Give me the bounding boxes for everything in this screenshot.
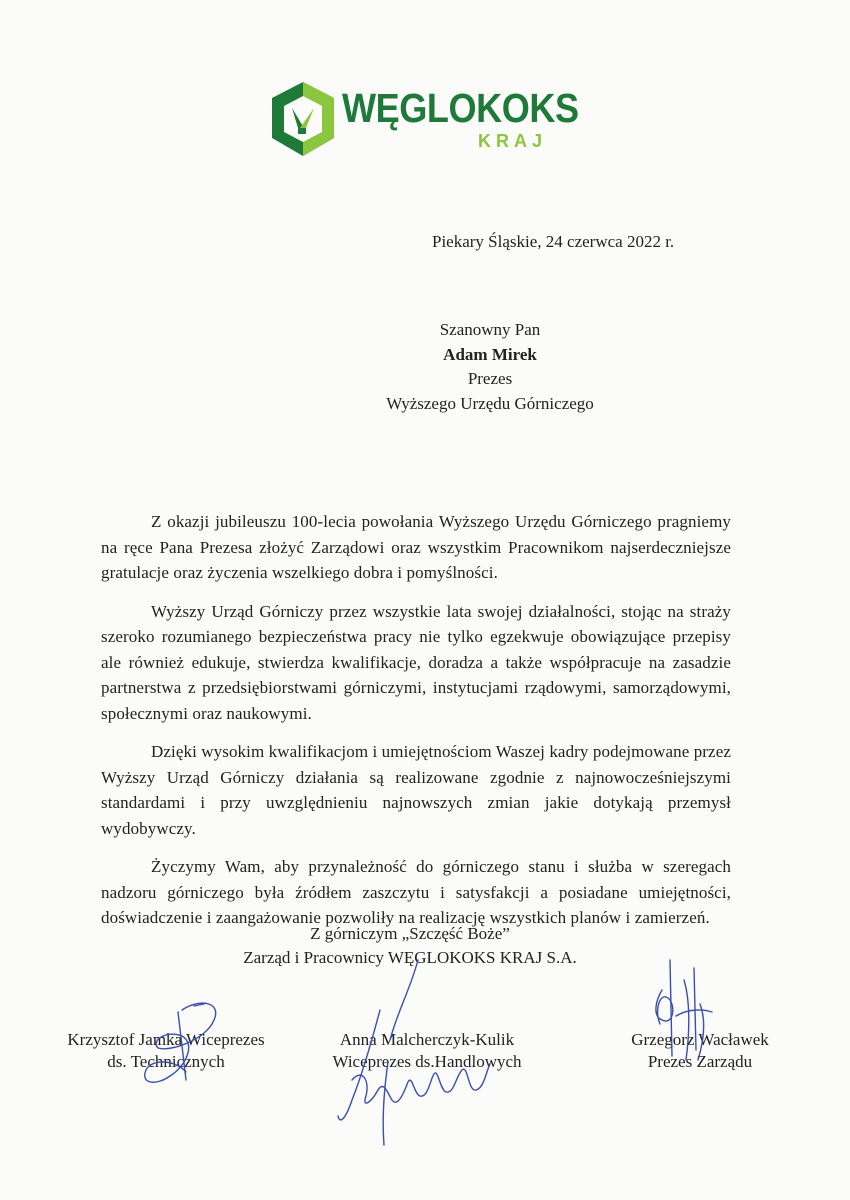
company-logo	[268, 80, 579, 162]
logo-sub-text: KRAJ	[478, 131, 548, 151]
body-paragraph: Życzymy Wam, aby przynależność do górniczego stanu i służba w szeregach nadzoru górniczego była źródłem zaszczytu i satysfakcji a posiadane umiejętności, doświadczenie i zaangażowanie pozwoliły na realizację wszystkich planów i zamierzeń.	[101, 857, 731, 927]
closing-block	[230, 922, 590, 970]
signatory-name: Anna Malcherczyk-Kulik	[339, 1030, 515, 1049]
addressee-name: Adam Mirek	[443, 344, 537, 364]
signatory-name: Krzysztof Jamka Wiceprezes	[67, 1030, 265, 1049]
logo-brand-text: WĘGLOKOKS	[342, 85, 579, 131]
signatory-2	[322, 1029, 532, 1073]
body-paragraph: Dzięki wysokim kwalifikacjom i umiejętnościom Waszej kadry podejmowane przez Wyższy Urząd Górniczy działania są realizowane zgodnie z najnowocześniejszymi standardami i przy uwzględnieniu najnowszych zmian jakie dotykają przemysł wydobywczy.	[101, 742, 731, 838]
closing-greeting: Z górniczym „Szczęść Boże”	[310, 924, 510, 943]
body-paragraph: Wyższy Urząd Górniczy przez wszystkie lata swojej działalności, stojąc na straży szeroko rozumianego bezpieczeństwa pracy nie tylko egzekwuje obowiązujące przepisy ale również edukuje, stwierdza kwalifikacje, doradza a także współpracuje na zasadzie partnerstwa z przedsiębiorstwami górniczymi, instytucjami rządowymi, samorządowymi, społecznymi oraz naukowymi.	[101, 601, 731, 723]
addressee-block	[340, 318, 640, 416]
logo-emblem-icon	[268, 80, 338, 160]
body-paragraph: Z okazji jubileuszu 100-lecia powołania Wyższego Urzędu Górniczego pragniemy na ręce Pana Prezesa złożyć Zarządowi oraz wszystkim Pracownikom najserdeczniejsze gratulacje oraz życzenia wszelkiego dobra i pomyślności.	[101, 512, 731, 582]
signatory-role: Wiceprezes ds.Handlowych	[332, 1052, 522, 1071]
letter-body	[101, 509, 731, 944]
signatory-3	[600, 1029, 800, 1073]
addressee-institution: Wyższego Urzędu Górniczego	[386, 393, 594, 413]
signatory-1	[56, 1029, 276, 1073]
signatory-role: Prezes Zarządu	[647, 1052, 753, 1071]
signatory-role: ds. Technicznych	[107, 1052, 225, 1071]
closing-sender: Zarząd i Pracownicy WĘGLOKOKS KRAJ S.A.	[243, 948, 577, 967]
addressee-salutation: Szanowny Pan	[439, 320, 541, 339]
signatory-name: Grzegorz Wacławek	[631, 1030, 769, 1049]
addressee-title: Prezes	[467, 369, 513, 388]
letter-date: Piekary Śląskie, 24 czerwca 2022 r.	[432, 232, 675, 251]
